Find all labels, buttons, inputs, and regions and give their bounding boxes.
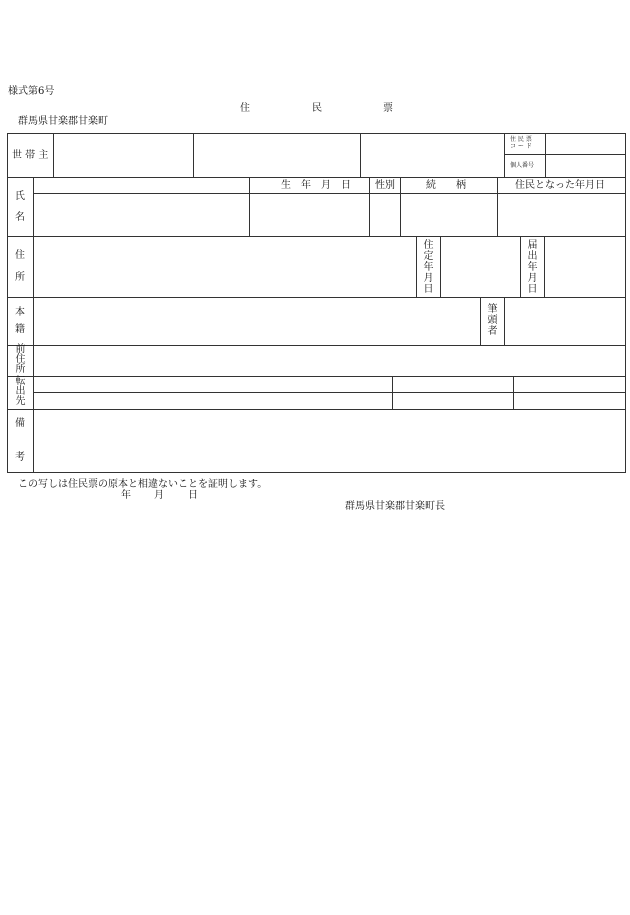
sex-header: 性別 — [375, 180, 395, 191]
became-resident-date-header: 住民となった年月日 — [515, 180, 605, 191]
relationship-header: 続 柄 — [426, 180, 466, 191]
notification-date-label: 届 出 年 月 日 — [527, 240, 538, 295]
title-char-3: 票 — [383, 103, 393, 114]
remarks-label-1: 備 — [15, 418, 25, 429]
municipality: 群馬県甘楽郡甘楽町 — [18, 116, 108, 127]
date-year: 年 — [121, 490, 131, 501]
date-day: 日 — [188, 490, 198, 501]
resident-code-label-2: コ ー ド — [510, 143, 532, 150]
address-fixed-date-label: 住 定 年 月 日 — [423, 240, 434, 295]
birth-date-header: 生 年 月 日 — [281, 180, 351, 191]
title-char-1: 住 — [240, 103, 250, 114]
domicile-label-1: 本 — [15, 307, 25, 318]
signer: 群馬県甘楽郡甘楽町長 — [345, 501, 445, 512]
domicile-label-2: 籍 — [15, 324, 25, 335]
household-head-label: 世 帯 主 — [12, 150, 49, 161]
personal-number-label: 個人番号 — [510, 162, 535, 169]
previous-address-label: 前 住 所 — [15, 344, 26, 375]
address-label-2: 所 — [15, 272, 25, 283]
resident-code-label-1: 住 民 票 — [510, 136, 532, 143]
title-char-2: 民 — [312, 103, 322, 114]
name-label-2: 名 — [15, 212, 25, 223]
remarks-label-2: 考 — [15, 452, 25, 463]
certification-text: この写しは住民票の原本と相違ないことを証明します。 — [18, 479, 268, 490]
head-of-family-label: 筆 頭 者 — [487, 304, 498, 337]
moving-out-label: 転 出 先 — [15, 376, 26, 407]
name-label-1: 氏 — [15, 191, 25, 202]
date-month: 月 — [154, 490, 164, 501]
address-label-1: 住 — [15, 250, 25, 261]
form-number: 様式第6号 — [8, 86, 55, 97]
